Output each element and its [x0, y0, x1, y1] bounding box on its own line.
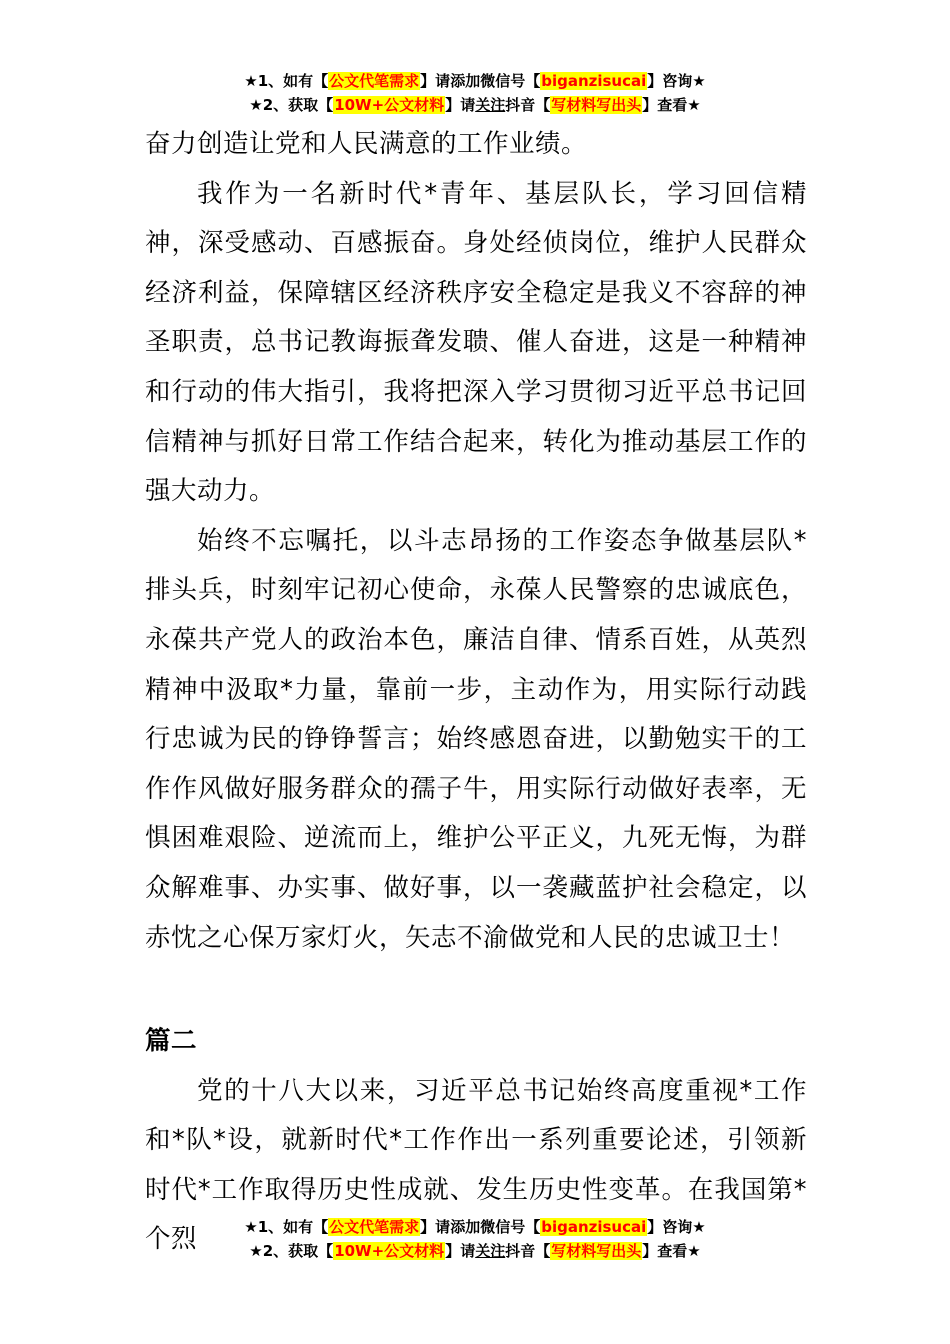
- banner-line-1-mid2: 微信号【: [480, 72, 541, 90]
- footer-line-1-mid: 】请: [420, 1218, 451, 1236]
- banner-highlight-service: 公文代笔需求: [329, 72, 420, 90]
- footer-line-1-mid2: 微信号【: [480, 1218, 541, 1236]
- banner-line-2-emph: 关注: [475, 96, 506, 114]
- footer-line-2-suffix: 】查看★: [642, 1242, 701, 1260]
- paragraph-continued: 奋力创造让党和人民满意的工作业绩。: [145, 129, 588, 159]
- section-heading: 篇二: [145, 1026, 198, 1057]
- banner-line-1-prefix: ★1、如有【: [244, 72, 329, 90]
- paragraph-2: 始终不忘嘱托，以斗志昂扬的工作姿态争做基层队*排头兵，时刻牢记初心使命，永葆人民警察的忠诚底色，永葆共产党人的政治本色，廉洁自律、情系百姓，从英烈精神中汲取*力量，靠前一步，主动作为，用实际行动践行忠诚为民的铮铮誓言；始终感恩奋进，以勤勉实干的工作作风做好服务群众的孺子牛，用实际行动做好表率，无惧困难艰险、逆流而上，维护公平正义，九死无悔，为群众解难事、办实事、做好事，以一袭藏蓝护社会稳定，以赤忱之心保万家灯火，矢志不渝做党和人民的忠诚卫士！: [145, 525, 807, 953]
- banner-line-2-mid2: 抖音【: [505, 96, 551, 114]
- footer-highlight-materials: 10W+公文材料: [334, 1242, 445, 1260]
- banner-highlight-douyin-account: 写材料写出头: [551, 96, 642, 114]
- banner-line-1: [0, 69, 950, 93]
- footer-line-2-mid: 】请: [445, 1242, 476, 1260]
- paragraph-1: 我作为一名新时代*青年、基层队长，学习回信精神，深受感动、百感振奋。身处经侦岗位，维护人民群众经济利益，保障辖区经济秩序安全稳定是我义不容辞的神圣职责，总书记教诲振聋发聩、催人奋进，这是一种精神和行动的伟大指引，我将把深入学习贯彻习近平总书记回信精神与抓好日常工作结合起来，转化为推动基层工作的强大动力。: [145, 178, 807, 507]
- paragraph-3: 党的十八大以来，习近平总书记始终高度重视*工作和*队*设，就新时代*工作作出一系列重要论述，引领新时代*工作取得历史性成就、发生历史性变革。在我国第*个烈: [145, 1075, 807, 1255]
- footer-line-2-emph: 关注: [475, 1242, 506, 1260]
- footer-banner-line-1: [0, 1215, 950, 1239]
- footer-line-1-prefix: ★1、如有【: [244, 1218, 329, 1236]
- footer-line-1-emph: 添加: [450, 1218, 481, 1236]
- banner-line-2-prefix: ★2、获取【: [249, 96, 334, 114]
- banner-line-2: [0, 93, 950, 117]
- banner-line-2-suffix: 】查看★: [642, 96, 701, 114]
- footer-line-2-prefix: ★2、获取【: [249, 1242, 334, 1260]
- footer-highlight-douyin-account: 写材料写出头: [551, 1242, 642, 1260]
- footer-line-2-mid2: 抖音【: [505, 1242, 551, 1260]
- banner-line-2-mid: 】请: [445, 96, 476, 114]
- banner-highlight-materials: 10W+公文材料: [334, 96, 445, 114]
- footer-highlight-service: 公文代笔需求: [329, 1218, 420, 1236]
- header-banner: [0, 69, 950, 117]
- document-body: [145, 120, 807, 1265]
- banner-line-1-emph: 添加: [450, 72, 481, 90]
- banner-highlight-wechat-id: biganzisucai: [541, 72, 647, 90]
- footer-banner: [0, 1215, 950, 1263]
- banner-line-1-mid: 】请: [420, 72, 451, 90]
- banner-line-1-suffix: 】咨询★: [647, 72, 706, 90]
- footer-highlight-wechat-id: biganzisucai: [541, 1218, 647, 1236]
- footer-line-1-suffix: 】咨询★: [647, 1218, 706, 1236]
- footer-banner-line-2: [0, 1239, 950, 1263]
